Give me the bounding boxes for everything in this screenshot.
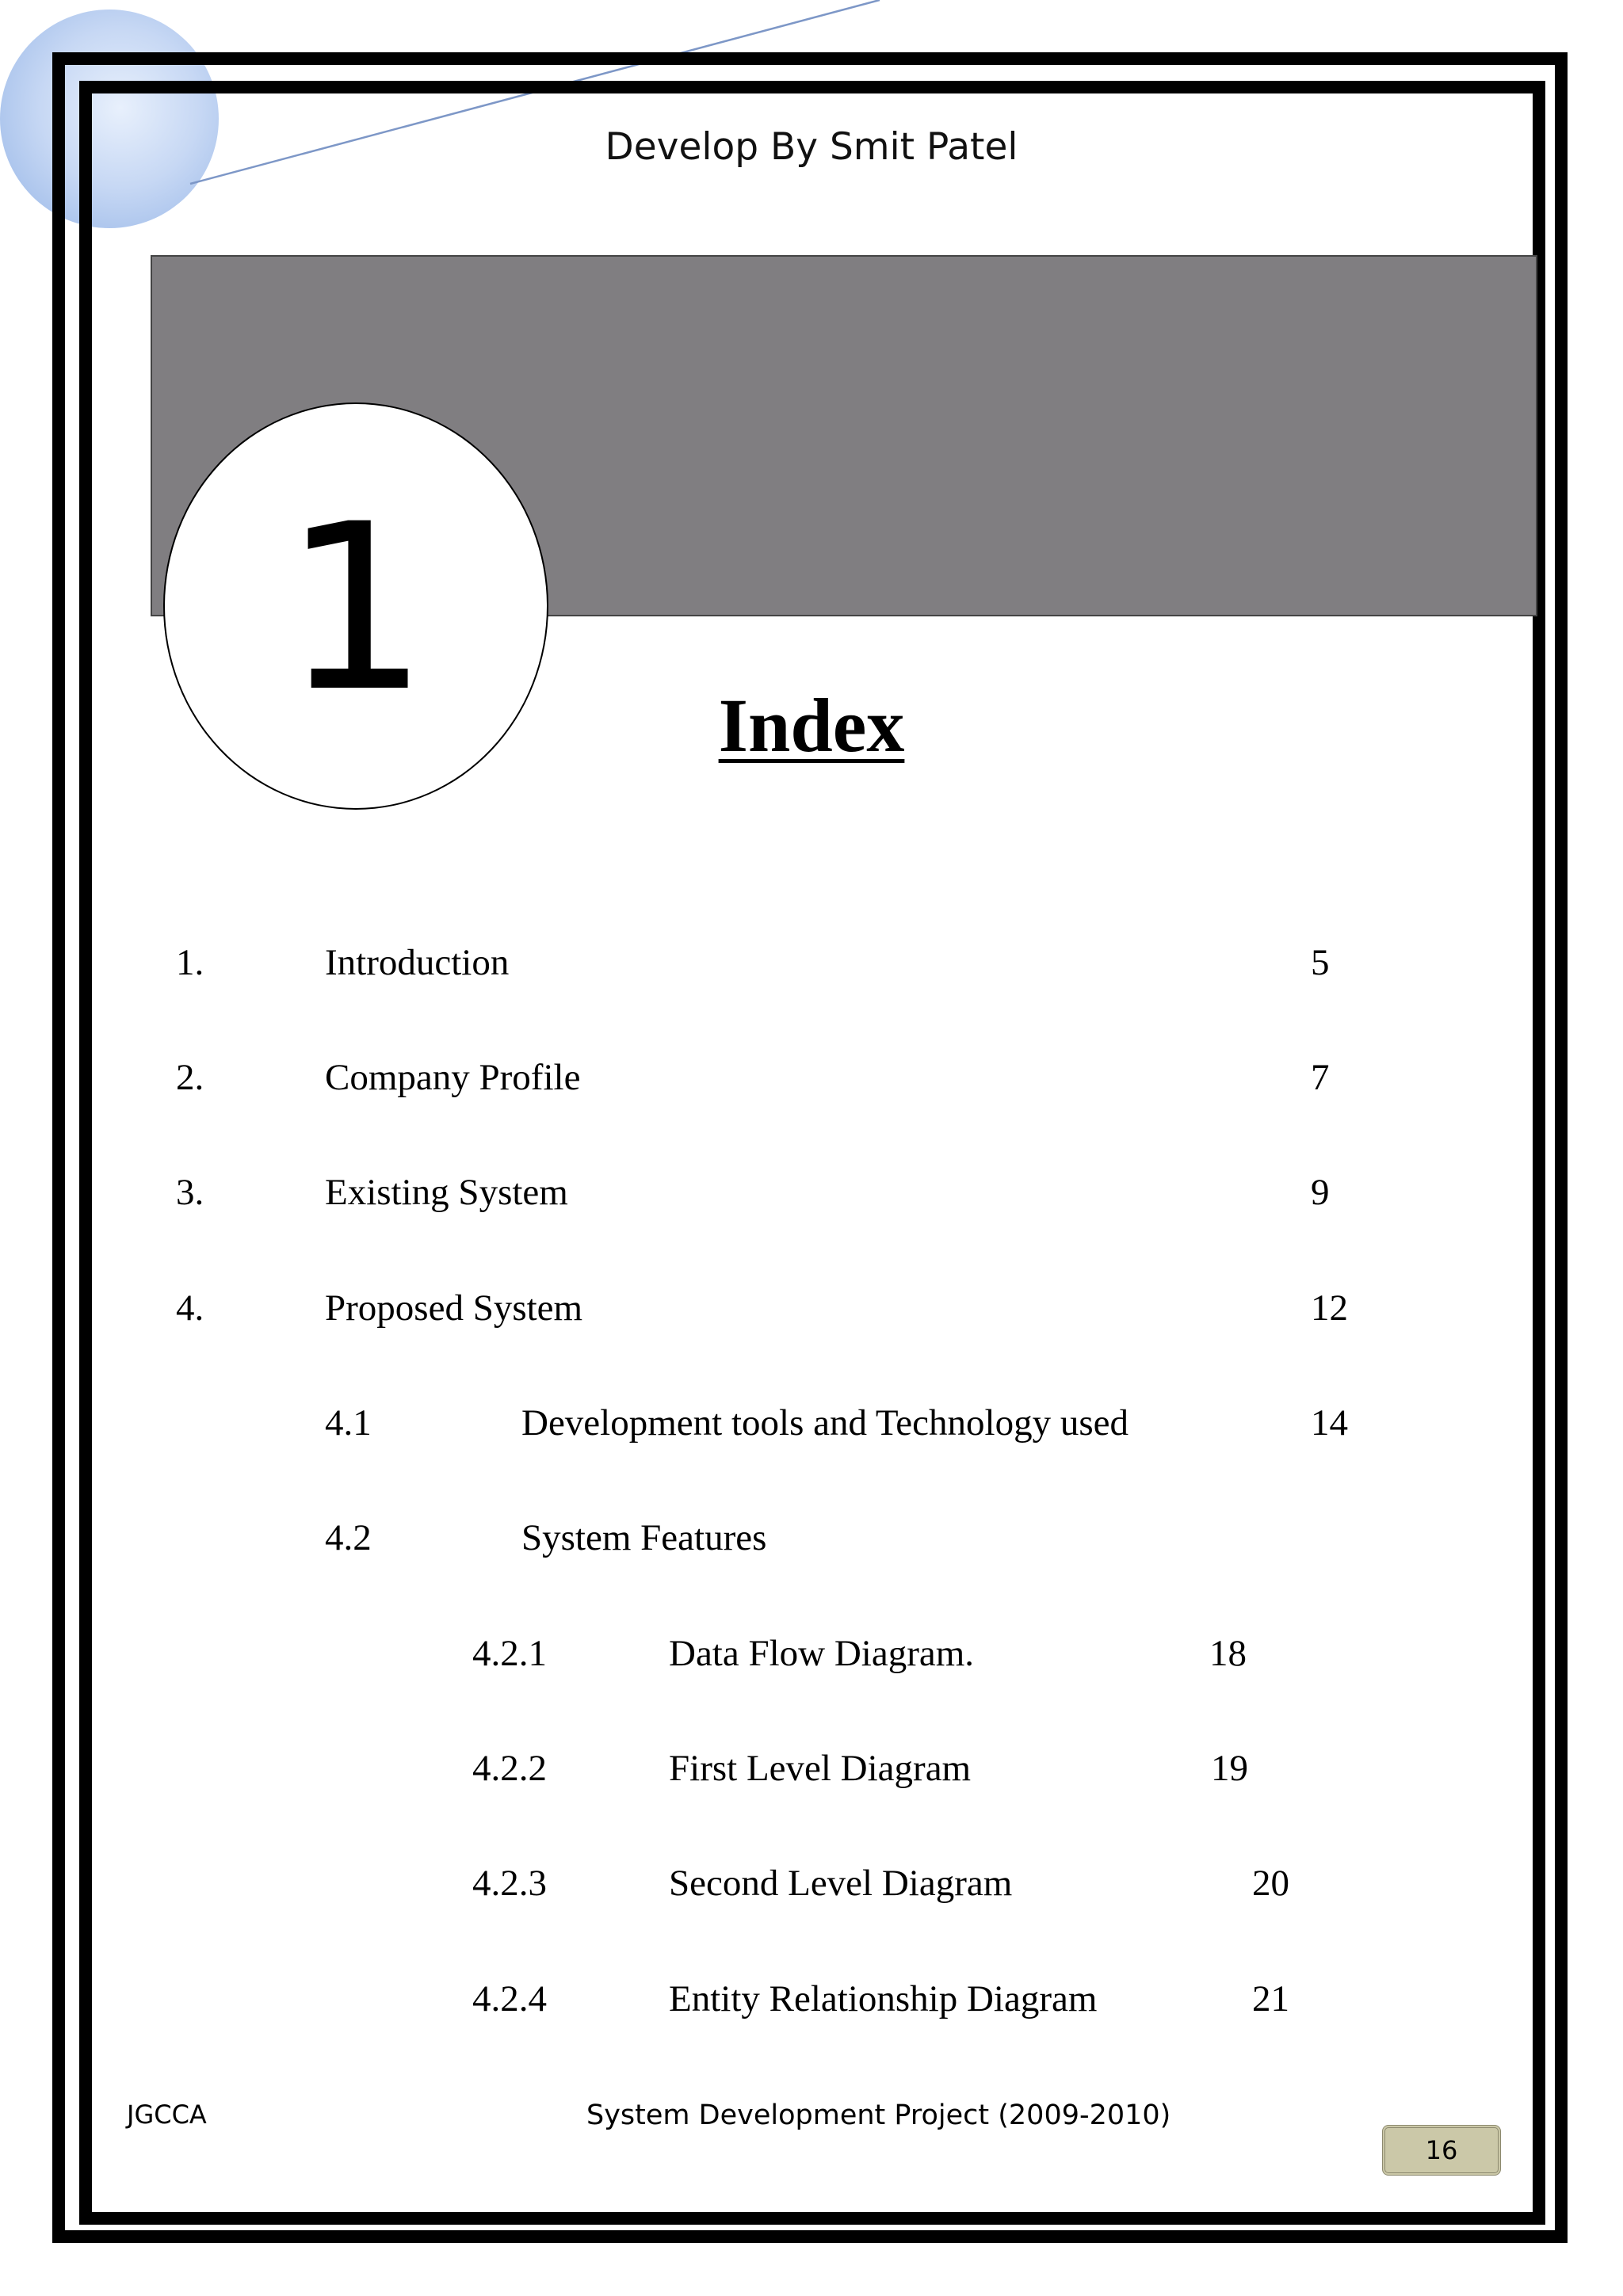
- toc-number: 4.2.1: [472, 1633, 547, 1674]
- toc-number: 2.: [176, 1057, 204, 1098]
- toc-page: 5: [1311, 942, 1330, 983]
- toc-label: Development tools and Technology used: [521, 1402, 1128, 1444]
- toc-page: 7: [1311, 1057, 1330, 1098]
- toc-label: Company Profile: [325, 1057, 581, 1098]
- toc-label: Existing System: [325, 1172, 568, 1213]
- toc-label: Data Flow Diagram.: [669, 1633, 975, 1674]
- toc-number: 4.2.4: [472, 1978, 547, 2019]
- chapter-number: 1: [282, 475, 430, 742]
- footer-institution: JGCCA: [127, 2100, 207, 2130]
- toc-page: 14: [1311, 1402, 1348, 1444]
- toc-page: 12: [1311, 1287, 1348, 1329]
- toc-number: 4.2.2: [472, 1748, 547, 1789]
- toc-number: 1.: [176, 942, 204, 983]
- toc-number: 4.2: [325, 1517, 372, 1558]
- toc-label: Second Level Diagram: [669, 1863, 1013, 1904]
- toc-number: 4.: [176, 1287, 204, 1329]
- toc-page: 21: [1252, 1978, 1289, 2019]
- toc-page: 20: [1252, 1863, 1289, 1904]
- toc-label: First Level Diagram: [669, 1748, 972, 1789]
- page-number-badge: 16: [1382, 2125, 1501, 2176]
- page-header: Develop By Smit Patel: [605, 125, 1018, 169]
- toc-label: Proposed System: [325, 1287, 583, 1329]
- toc-page: 9: [1311, 1172, 1330, 1213]
- footer-project-title: System Development Project (2009-2010): [586, 2100, 1171, 2131]
- toc-number: 4.2.3: [472, 1863, 547, 1904]
- page-title: Index: [718, 683, 905, 768]
- toc-label: Introduction: [325, 942, 510, 983]
- toc-label: System Features: [521, 1517, 767, 1558]
- toc-page: 19: [1211, 1748, 1248, 1789]
- toc-page: 18: [1209, 1633, 1247, 1674]
- toc-number: 3.: [176, 1172, 204, 1213]
- toc-label: Entity Relationship Diagram: [669, 1978, 1098, 2019]
- toc-number: 4.1: [325, 1402, 372, 1444]
